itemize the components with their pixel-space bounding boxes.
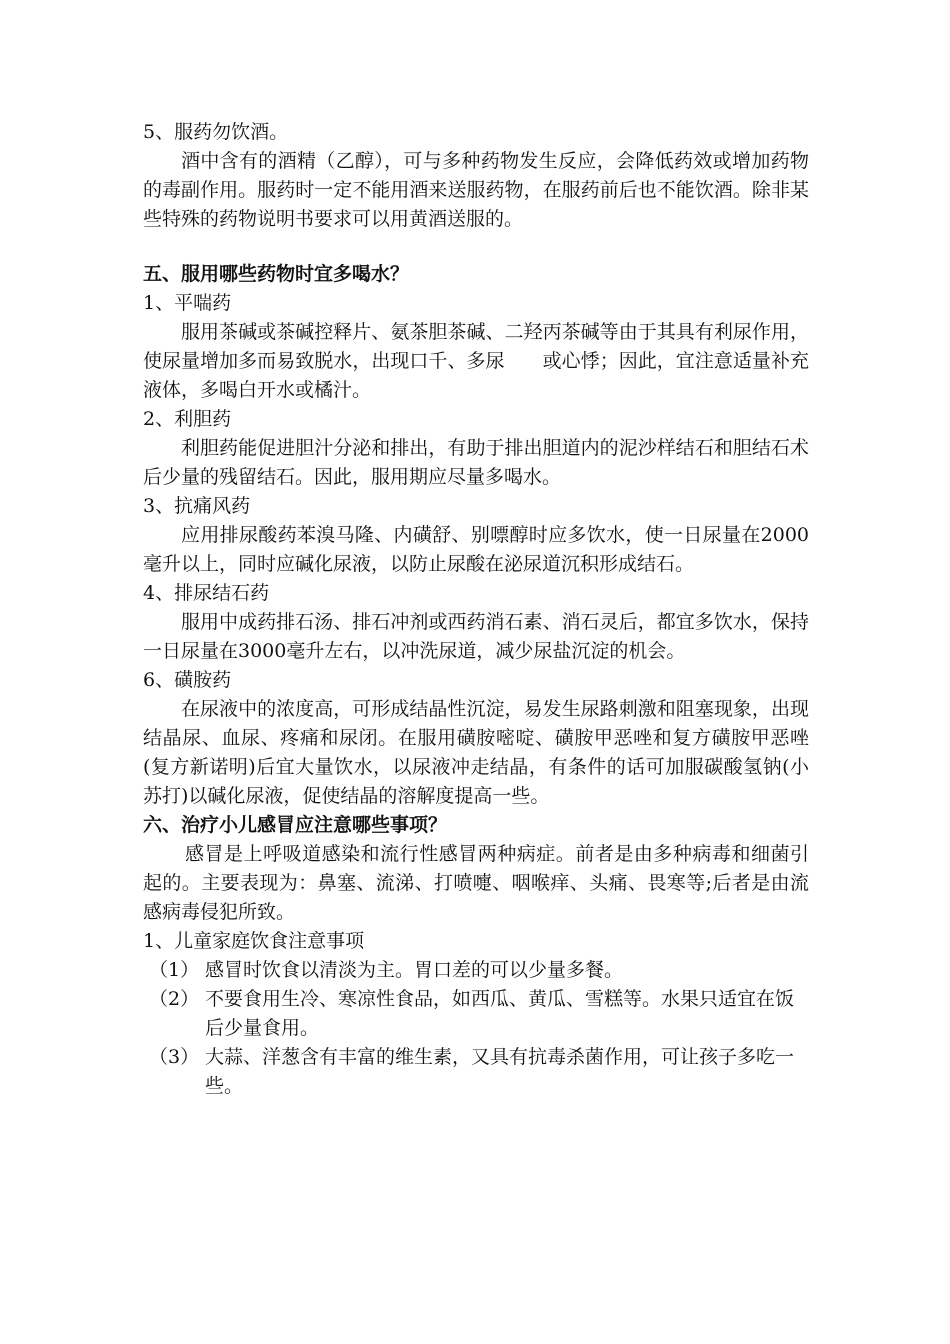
section-heading: 五、服用哪些药物时宜多喝水？ [143,263,410,285]
list-text: 感冒时饮食以清淡为主。胃口差的可以少量多餐。 [205,959,624,981]
list-number: （2） [149,988,200,1010]
subsection-title: 5、服药勿饮酒。 [143,121,289,143]
spacer [143,234,809,260]
paragraph: 在尿液中的浓度高，可形成结晶性沉淀，易发生尿路刺激和阻塞现象，出现结晶尿、血尿、疼痛和尿闭。在服用磺胺嘧啶、磺胺甲恶唑和复方磺胺甲恶唑(复方新诺明)后宜大量饮水，以尿液冲走结晶，有条件的话可加服碳酸氢钠(小苏打)以碱化尿液，促使结晶的溶解度提高一些。 [143,698,809,807]
subsection-title: 2、利胆药 [143,408,232,430]
document-page [143,118,809,1101]
list-item [143,1043,809,1101]
list-item [143,985,809,1043]
paragraph: 酒中含有的酒精（乙醇），可与多种药物发生反应，会降低药效或增加药物的毒副作用。服药时一定不能用酒来送服药物，在服药前后也不能饮酒。除非某些特殊的药物说明书要求可以用黄酒送服的。 [143,150,809,230]
list-number: （1） [149,959,200,981]
list-text: 大蒜、洋葱含有丰富的维生素，又具有抗毒杀菌作用，可让孩子多吃一些。 [205,1046,795,1097]
paragraph: 感冒是上呼吸道感染和流行性感冒两种病症。前者是由多种病毒和细菌引起的。主要表现为：鼻塞、流涕、打喷嚏、咽喉痒、头痛、畏寒等;后者是由流感病毒侵犯所致。 [143,843,809,923]
subsection-title: 1、平喘药 [143,292,232,314]
paragraph: 应用排尿酸药苯溴马隆、内磺舒、别嘌醇时应多饮水，使一日尿量在2000毫升以上，同时应碱化尿液，以防止尿酸在泌尿道沉积形成结石。 [143,524,809,575]
subsection-title: 6、磺胺药 [143,669,232,691]
paragraph: 利胆药能促进胆汁分泌和排出，有助于排出胆道内的泥沙样结石和胆结石术后少量的残留结石。因此，服用期应尽量多喝水。 [143,437,809,488]
subsection-title: 1、儿童家庭饮食注意事项 [143,930,365,952]
subsection-title: 4、排尿结石药 [143,582,270,604]
paragraph: 服用茶碱或茶碱控释片、氨茶胆茶碱、二羟丙茶碱等由于其具有利尿作用，使尿量增加多而易致脱水，出现口千、多尿 或心悸；因此，宜注意适量补充液体，多喝白开水或橘汁。 [143,321,809,401]
subsection-title: 3、抗痛风药 [143,495,251,517]
list-item [143,956,809,985]
section-heading: 六、治疗小儿感冒应注意哪些事项？ [143,814,448,836]
list-number: （3） [149,1046,200,1068]
paragraph: 服用中成药排石汤、排石冲剂或西药消石素、消石灵后，都宜多饮水，保持一日尿量在3000毫升左右，以冲洗尿道，减少尿盐沉淀的机会。 [143,611,809,662]
list-text: 不要食用生冷、寒凉性食品，如西瓜、黄瓜、雪糕等。水果只适宜在饭后少量食用。 [205,988,795,1039]
